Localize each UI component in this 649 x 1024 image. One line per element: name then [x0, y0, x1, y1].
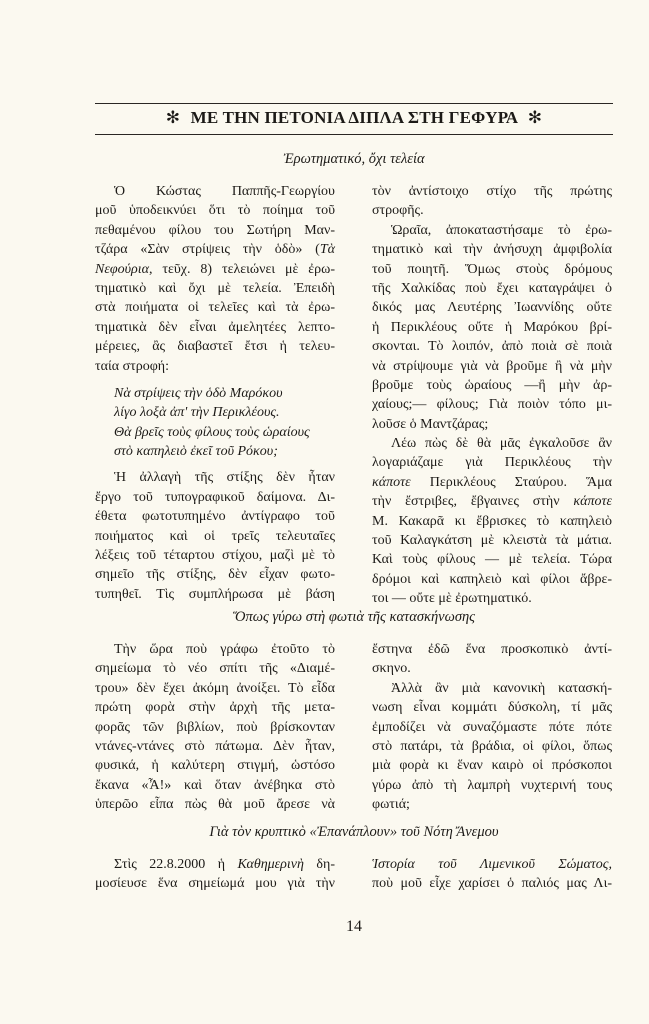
- section-title: Ὅπως γύρω στὴ φωτιὰ τῆς κατασκήνωσης: [232, 609, 476, 625]
- paragraph: [372, 434, 612, 609]
- newspaper-name: Καθημερινὴ: [237, 857, 304, 872]
- text-line: λέξεις τοῦ τέταρτου στίχου, μαζὶ μὲ τὸ: [95, 548, 335, 564]
- text-line: βροῦμε τοὺς ὡραίους —ἢ μὴν ἀρ-: [372, 377, 612, 393]
- text-line: δρόμοι καὶ καπηλειὸ καὶ φίλοι ἄβρε-: [372, 571, 612, 587]
- text-line: [95, 260, 335, 279]
- text-line: μοῦ ὑποδεικνύει ὅτι τὸ ποίημα τοῦ: [95, 203, 335, 219]
- text-line: σκηνο.: [372, 661, 411, 677]
- text-line: ποιήματος καὶ οἱ τρεῖς τελευταῖες: [95, 528, 335, 544]
- text-line: [372, 855, 612, 874]
- text-line: [372, 492, 612, 511]
- book-page: [95, 0, 613, 1024]
- paragraph: [95, 182, 335, 376]
- paragraph: [95, 468, 335, 604]
- text-line: ἔκανα «Ἆ!» καὶ ὅταν ἀνέβηκα στὸ: [95, 777, 335, 793]
- text-line: φορᾶς τῶν βιβλίων, ποὺ βρίσκονταν: [95, 719, 335, 735]
- section-2-left-column: [95, 640, 335, 815]
- text-line: νωση εἶναι κομμάτι δύσκολη, τί μᾶς: [372, 700, 612, 716]
- text-line: σκονται. Τὸ λοιπόν, ἀπὸ ποιὰ σὲ ποιὰ: [372, 339, 612, 355]
- paragraph: [95, 855, 335, 894]
- paragraph: [372, 640, 612, 679]
- text-line: σημεῖο τῆς στίξης, δὲν εἶχαν φωτο-: [95, 567, 335, 583]
- text-line: [372, 473, 612, 492]
- poem-line: Νὰ στρίψεις τὴν ὁδὸ Μαρόκου: [114, 385, 283, 401]
- text-line: μέρειες, ἂς διαβαστεῖ ἔτσι ἡ τελευ-: [95, 339, 335, 355]
- text-line: ἡ Περικλέους οὔτε ἡ Μαρόκου βρί-: [372, 319, 612, 335]
- paragraph: [372, 221, 612, 434]
- text-line: δικός μας Λευτέρης Ἰωαννίδης οὔτε: [372, 300, 612, 316]
- paragraph: [372, 855, 612, 894]
- text-line: τοι — οὔτε μὲ ἐρωτηματικό.: [372, 591, 532, 607]
- text-line: Ὡραῖα, ἀποκαταστήσαμε τὸ ἐρω-: [391, 222, 612, 238]
- text-line: νὰ στρίψουμε γιὰ νὰ βροῦμε ἢ νὰ μὴν: [372, 358, 612, 374]
- text-line: [95, 855, 335, 874]
- text-line: τηματικὸ καὶ ὄχι μὲ τελεία. Ἐπειδὴ: [95, 280, 335, 296]
- text-line: τῆς Χαλκίδας ποὺ ἔχει καταγράψει ὁ: [372, 280, 612, 296]
- text-line: τηματικὸ καὶ τὴν ἀνήσυχη ἀμφιβολία: [372, 242, 612, 258]
- poem-line: λίγο λοξὰ ἀπ' τὴν Περικλέους.: [114, 405, 280, 421]
- text-line: Καὶ τοὺς φίλους — μὲ τελεία. Τώρα: [372, 552, 612, 568]
- paragraph: [372, 182, 612, 221]
- section-2-right-column: [372, 640, 612, 815]
- section-title: Γιὰ τὸν κρυπτικὸ «Ἐπανάπλουν» τοῦ Νότη Ἄνεμου: [209, 824, 499, 840]
- text-line: Τὴν ὥρα ποὺ γράφω ἐτοῦτο τὸ: [114, 642, 335, 657]
- paragraph: [372, 679, 612, 815]
- section-3-right-column: [372, 855, 612, 894]
- text-line: τὸν ἀντίστοιχο στίχο τῆς πρώτης: [372, 184, 612, 199]
- text-line: ἐμποδίζει νὰ συναζόμαστε πότε πότε: [372, 719, 612, 735]
- running-head-bottom-rule: [95, 134, 613, 135]
- text-line: Μ. Κακαρᾶ κι ἔβρισκες τὸ καπηλειὸ: [372, 513, 612, 529]
- text-line: στὰ ποιήματα οἱ τελεῖες καὶ τὰ ἐρω-: [95, 300, 335, 316]
- paragraph: [95, 640, 335, 815]
- text-line: ταία στροφή:: [95, 358, 170, 374]
- running-head-top-rule: [95, 103, 613, 104]
- text-line: σημείωμα τὸ νέο σπίτι τῆς «Διαμέ-: [95, 661, 335, 677]
- text-segment: τὴν ἔστριβες, ἔβγαινες στὴν: [372, 494, 574, 510]
- section-title: Ἐρωτηματικό, ὄχι τελεία: [283, 151, 425, 167]
- text-line: μοσίευσε ἕνα σημείωμά μου γιὰ τὴν: [95, 876, 335, 892]
- text-line: λογαριάζαμε γιὰ Περικλέους τὴν: [372, 455, 612, 471]
- asterisk-ornament-icon: ✻: [165, 108, 181, 127]
- asterisk-ornament-icon: ✻: [527, 108, 543, 127]
- text-line: τρου» δὲν ἔχει ἀκόμη ἀνοίξει. Τὸ εἶδα: [95, 680, 335, 696]
- text-line: τοῦ ποιητῆ. Ὅμως στοὺς δρόμους: [372, 261, 612, 277]
- text-line: τυπηθεῖ. Τὶς συμπλήρωσα μὲ βάση: [95, 586, 335, 602]
- section-1-right-column: [372, 182, 612, 609]
- text-segment: Περικλέους Σταύρου. Ἅμα: [410, 474, 612, 490]
- emphasis: κάποτε: [372, 474, 411, 490]
- text-line: γύρω ἀπὸ τὴ λαμπρὴ νυχτερινή τους: [372, 777, 612, 793]
- text-line: στὸ πατάρι, τὰ βράδια, οἱ φίλοι, ὅπως: [372, 738, 612, 754]
- poem-line: στὸ καπηλειὸ ἐκεῖ τοῦ Ρόκου;: [114, 444, 278, 460]
- running-head: [95, 108, 613, 128]
- journal-title: Νεφούρια: [95, 261, 149, 277]
- emphasis: κάποτε: [573, 494, 612, 510]
- text-line: ντάνες-ντάνες στὸ πάτωμα. Δὲν ἦταν,: [95, 738, 335, 754]
- text-line: ποὺ μοῦ εἶχε χαρίσει ὁ παλιός μας Λι-: [372, 876, 612, 892]
- text-line: φωτιά;: [372, 797, 410, 813]
- running-head-title: ΜΕ ΤΗΝ ΠΕΤΟΝΙΑ ΔΙΠΛΑ ΣΤΗ ΓΕΦΥΡΑ: [190, 108, 518, 127]
- text-line: Ἡ ἀλλαγὴ τῆς στίξης δὲν ἦταν: [114, 470, 335, 486]
- text-line: Λέω πὼς δὲ θὰ μᾶς ἐγκαλοῦσε ἂν: [391, 436, 612, 452]
- page-number: 14: [346, 918, 362, 935]
- text-line: τηματικὰ δὲν εἶναι ἀμελητέες λεπτο-: [95, 319, 335, 335]
- poem-line: Θὰ βρεῖς τοὺς φίλους τοὺς ὡραίους: [114, 424, 310, 440]
- poem-stanza: [95, 384, 335, 462]
- text-line: ὑπερῶο εἶπα πὼς θὰ μοῦ ἄρεσε νὰ: [95, 797, 335, 813]
- text-line: πεθαμένου φίλου του Σωτήρη Μαν-: [95, 222, 335, 238]
- journal-title: Τὰ: [319, 242, 335, 258]
- text-line: Ἀλλὰ ἂν μιὰ κανονικὴ κατασκή-: [391, 680, 612, 696]
- text-line: χαίους;— φίλους; Γιὰ ποιὸν τόπο μι-: [372, 397, 612, 413]
- text-line: μιὰ φορὰ κι ἕναν καιρὸ οἱ πρόσκοποι: [372, 758, 612, 774]
- text-line: ἔστηνα ἐδῶ ἕνα προσκοπικὸ ἀντί-: [372, 642, 612, 657]
- text-segment: Στὶς 22.8.2000 ἡ: [114, 857, 238, 872]
- section-3-left-column: [95, 855, 335, 894]
- text-line: έθετα φωτοτυπημένο ἀντίγραφο τοῦ: [95, 509, 335, 525]
- text-line: στροφῆς.: [372, 203, 424, 219]
- section-1-left-column: [95, 182, 335, 604]
- text-line: [95, 240, 335, 259]
- text-line: ἔργο τοῦ τυπογραφικοῦ δαίμονα. Δι-: [95, 489, 335, 505]
- text-line: τοῦ Καλαγκάτση μὲ κλειστὰ τὰ μάτια.: [372, 533, 612, 549]
- text-line: πρώτη φορὰ στὴν ἀρχὴ τῆς μετα-: [95, 700, 335, 716]
- text-segment: τζάρα «Σὰν στρίψεις τὴν ὁδὸ» (: [95, 242, 320, 258]
- text-segment: , τεῦχ. 8) τελειώνει μὲ ἐρω-: [148, 261, 335, 277]
- text-line: φυσικά, ἡ καλύτερη στιγμή, ὡστόσο: [95, 758, 335, 774]
- text-segment: δη-: [303, 857, 335, 872]
- text-line: λοῦσε ὁ Μαντζάρας;: [372, 416, 489, 432]
- book-title: Ἱστορία τοῦ Λιμενικοῦ Σώματος,: [372, 857, 612, 872]
- text-line: Ὁ Κώστας Παππῆς-Γεωργίου: [114, 184, 335, 199]
